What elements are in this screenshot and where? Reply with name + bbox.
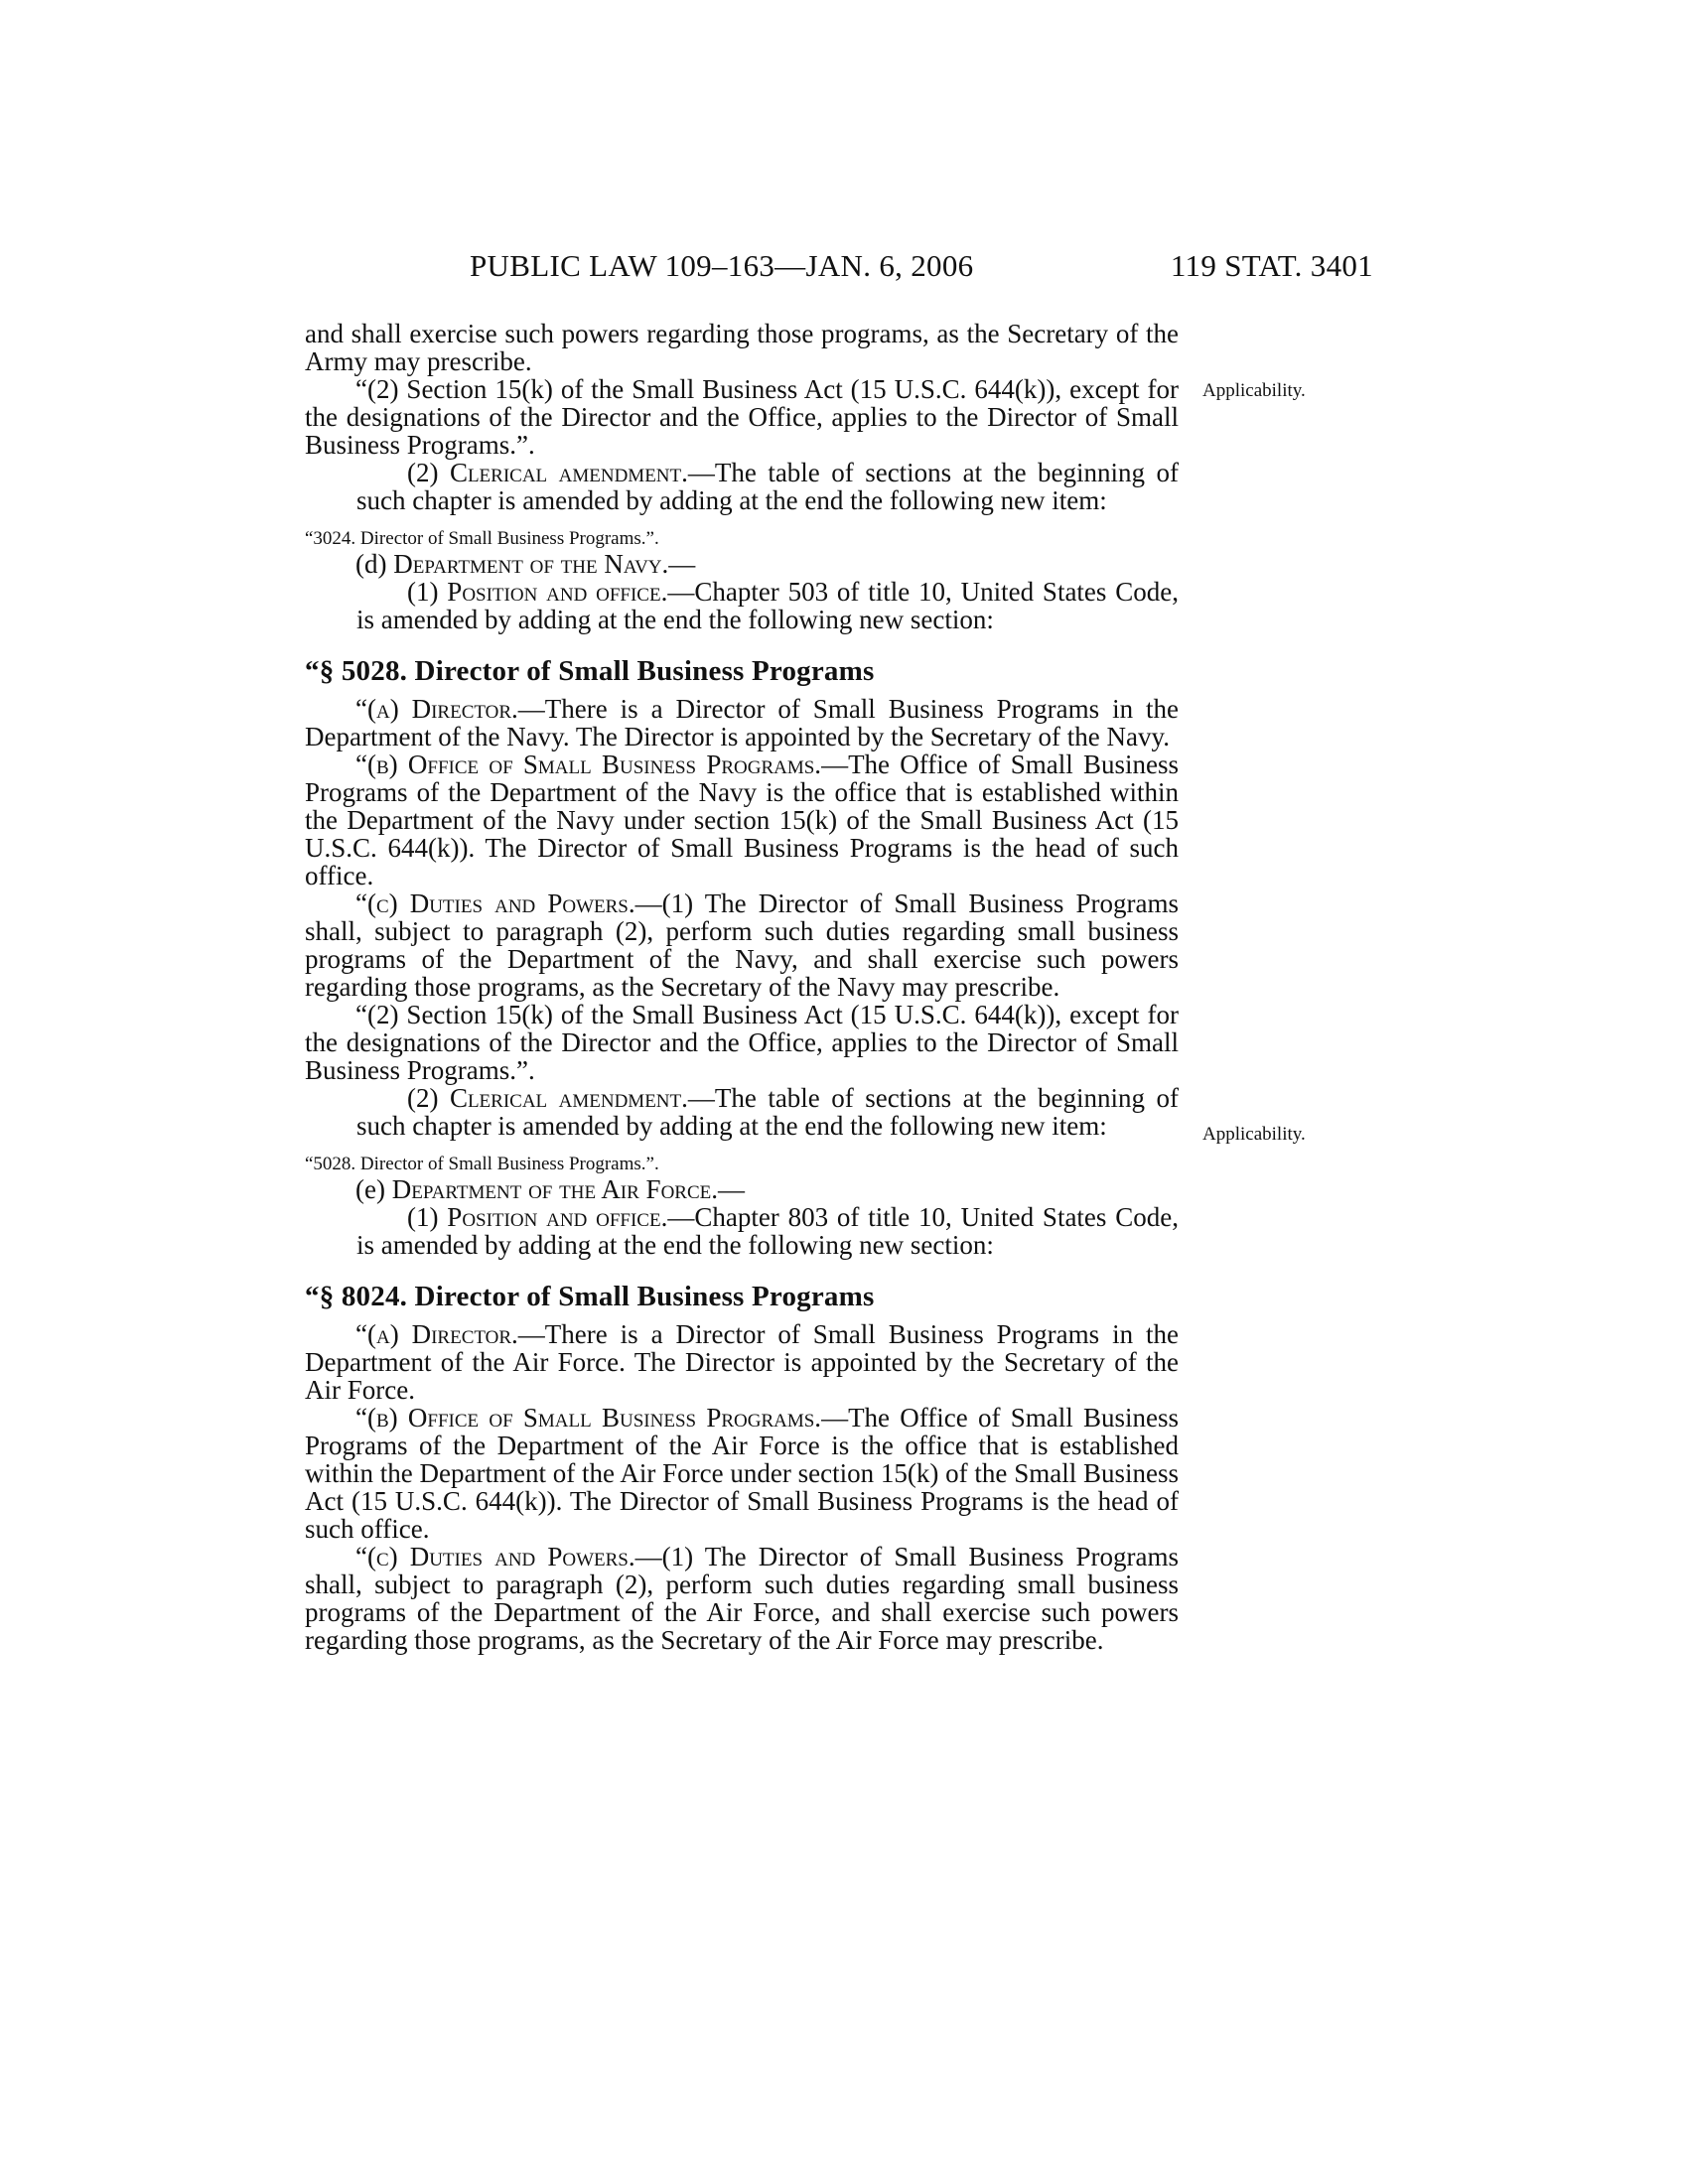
air-force-subsection-b (305, 1404, 1179, 1543)
page-header (470, 248, 1373, 288)
department-heading-label: Department of the Air Force. (391, 1174, 719, 1204)
margin-note-applicability: Applicability. (1202, 1124, 1306, 1145)
subsection-a-label: “(a) Director. (355, 1319, 518, 1349)
navy-subsection-a (305, 695, 1179, 751)
subsection-b-text: —The Office of Small Business Programs of the Department of the Air Force is the office that is established within the Department of the Air Force under section 15(k) of the Small Business Act (15 U.S.C. 644(k)). The Director of Small Business Programs is the head of such office. (305, 1403, 1179, 1544)
navy-subsection-b (305, 751, 1179, 889)
clerical-amendment-label: (2) Clerical amendment. (407, 458, 688, 487)
air-force-section-heading: “§ 8024. Director of Small Business Programs (305, 1281, 875, 1312)
navy-subsection-c (305, 889, 1179, 1001)
navy-department-heading (305, 550, 1179, 578)
army-clerical-amendment (305, 459, 1179, 514)
subsection-a-label: “(a) Director. (355, 694, 518, 724)
document-body (305, 320, 1179, 1654)
army-paragraph-2: “(2) Section 15(k) of the Small Business Act (15 U.S.C. 644(k)), except for the designations of the Director and the Office, applies to the Director of Small Business Programs.”. (305, 374, 1179, 460)
department-heading-label: Department of the Navy. (393, 549, 669, 579)
subsection-c-text: —(1) The Director of Small Business Programs shall, subject to paragraph (2), perform such duties regarding small business programs of the Department of the Navy, and shall exercise such powers regarding those programs, as the Secretary of the Navy may prescribe. (305, 888, 1179, 1002)
subsection-b-label: “(b) Office of Small Business Programs. (355, 750, 822, 779)
navy-paragraph-2: “(2) Section 15(k) of the Small Business Act (15 U.S.C. 644(k)), except for the designations of the Director and the Office, applies to the Director of Small Business Programs.”. (305, 1000, 1179, 1085)
subsection-b-text: —The Office of Small Business Programs of the Department of the Navy is the office that is established within the Department of the Navy under section 15(k) of the Small Business Act (15 U.S.C. 644(k)). The Director of Small Business Programs is the head of such office. (305, 750, 1179, 890)
air-force-subsection-a (305, 1320, 1179, 1404)
position-office-text: —Chapter 503 of title 10, United States Code, is amended by adding at the end the following new section: (356, 577, 1179, 634)
navy-new-item: “5028. Director of Small Business Programs.”. (305, 1154, 659, 1174)
position-office-text: —Chapter 803 of title 10, United States Code, is amended by adding at the end the following new section: (356, 1202, 1179, 1260)
air-force-position-and-office (305, 1203, 1179, 1259)
army-new-item: “3024. Director of Small Business Programs.”. (305, 528, 659, 549)
army-carryover-paragraph: and shall exercise such powers regarding those programs, as the Secretary of the Army may prescribe. (305, 319, 1179, 376)
navy-section-heading: “§ 5028. Director of Small Business Programs (305, 655, 875, 687)
navy-position-and-office (305, 578, 1179, 633)
subsection-b-label: “(b) Office of Small Business Programs. (355, 1403, 822, 1433)
subsection-c-label: “(c) Duties and Powers. (355, 1542, 635, 1571)
clerical-amendment-label: (2) Clerical amendment. (407, 1083, 688, 1113)
subsection-c-text: —(1) The Director of Small Business Programs shall, subject to paragraph (2), perform such duties regarding small business programs of the Department of the Air Force, and shall exercise such powers regarding those programs, as the Secretary of the Air Force may prescribe. (305, 1542, 1179, 1655)
department-heading-dash: — (668, 549, 696, 579)
department-heading-number: (d) (355, 549, 387, 579)
department-heading-number: (e) (355, 1174, 385, 1204)
department-heading-dash: — (718, 1174, 746, 1204)
air-force-subsection-c (305, 1543, 1179, 1654)
subsection-a-text: —There is a Director of Small Business Programs in the Department of the Air Force. The Director is appointed by the Secretary of the Air Force. (305, 1319, 1179, 1405)
clerical-amendment-text: —The table of sections at the beginning of such chapter is amended by adding at the end the following new item: (356, 1083, 1179, 1141)
subsection-a-text: —There is a Director of Small Business Programs in the Department of the Navy. The Director is appointed by the Secretary of the Navy. (305, 694, 1179, 751)
clerical-amendment-text: —The table of sections at the beginning of such chapter is amended by adding at the end the following new item: (356, 458, 1179, 515)
air-force-department-heading (305, 1175, 1179, 1203)
position-office-label: (1) Position and office. (407, 577, 668, 607)
position-office-label: (1) Position and office. (407, 1202, 668, 1232)
subsection-c-label: “(c) Duties and Powers. (355, 888, 635, 918)
navy-clerical-amendment (305, 1084, 1179, 1140)
statute-page-reference: 119 STAT. 3401 (1170, 248, 1373, 283)
running-title: PUBLIC LAW 109–163—JAN. 6, 2006 (470, 248, 974, 283)
margin-note-applicability: Applicability. (1202, 380, 1306, 401)
